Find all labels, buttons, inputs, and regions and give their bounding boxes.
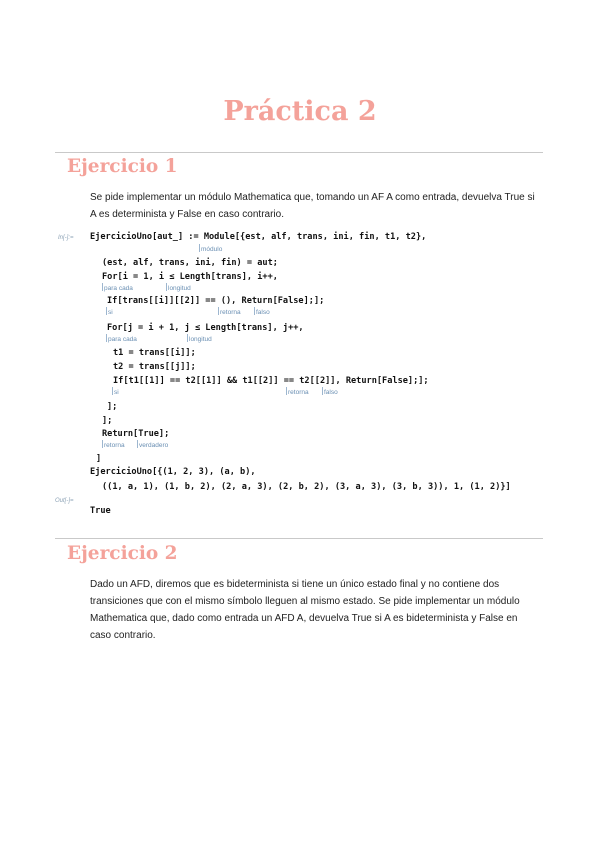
section-divider-1 (55, 152, 543, 153)
tooltip-para-cada: para cada (104, 285, 133, 292)
code-line[interactable]: ((1, a, 1), (1, b, 2), (2, a, 3), (2, b, 2), (3, a, 3), (3, b, 3)), 1, (1, 2)}] (102, 482, 511, 492)
tooltip-falso: falso (324, 389, 338, 396)
tooltip-modulo: módulo (201, 246, 223, 253)
page-title: Práctica 2 (223, 96, 377, 127)
tooltip-si: si (108, 309, 113, 316)
code-line[interactable]: For[j = i + 1, j ≤ Length[trans], j++, (107, 323, 304, 333)
code-line[interactable]: ]; (102, 416, 113, 426)
code-line[interactable]: If[trans[[i]][[2]] == (), Return[False];]; (107, 296, 325, 306)
tooltip-longitud: longitud (168, 285, 191, 292)
code-line[interactable]: t2 = trans[[j]]; (113, 362, 196, 372)
code-line[interactable]: t1 = trans[[i]]; (113, 348, 196, 358)
section-heading-ejercicio-2: Ejercicio 2 (67, 543, 178, 564)
input-cell-label: In[-]:= (58, 235, 74, 241)
output-value: True (90, 506, 111, 516)
tooltip-verdadero: verdadero (139, 442, 169, 449)
code-line[interactable]: EjercicioUno[aut_] := Module[{est, alf, trans, ini, fin, t1, t2}, (90, 232, 427, 242)
code-line[interactable]: EjercicioUno[{(1, 2, 3), (a, b), (90, 467, 256, 477)
code-line[interactable]: If[t1[[1]] == t2[[1]] && t1[[2]] == t2[[2]], Return[False];]; (113, 376, 429, 386)
exercise-2-description: Dado un AFD, diremos que es bideterminista si tiene un único estado final y no contiene dos transiciones que con el mismo símbolo lleguen al mismo estado. Se pide implementar un módulo Mathematica que, dado como entrada un AFD A, devuelva True si A es bideterminista y False en caso contrario. (90, 579, 520, 641)
code-line[interactable]: (est, alf, trans, ini, fin) = aut; (102, 258, 278, 268)
code-line[interactable]: For[i = 1, i ≤ Length[trans], i++, (102, 272, 278, 282)
exercise-1-description: Se pide implementar un módulo Mathematica que, tomando un AF A como entrada, devuelva True si A es determinista y False en caso contrario. (90, 192, 535, 220)
tooltip-longitud: longitud (189, 336, 212, 343)
section-heading-ejercicio-1: Ejercicio 1 (67, 156, 178, 177)
tooltip-retorna: retorna (104, 442, 125, 449)
section-divider-2 (55, 538, 543, 539)
tooltip-retorna: retorna (220, 309, 241, 316)
tooltip-para-cada: para cada (108, 336, 137, 343)
tooltip-retorna: retorna (288, 389, 309, 396)
code-line[interactable]: Return[True]; (102, 429, 170, 439)
output-cell-label: Out[-]= (55, 498, 74, 504)
code-line[interactable]: ]; (107, 402, 118, 412)
tooltip-falso: falso (256, 309, 270, 316)
tooltip-si: si (114, 389, 119, 396)
code-line[interactable]: ] (96, 454, 102, 464)
